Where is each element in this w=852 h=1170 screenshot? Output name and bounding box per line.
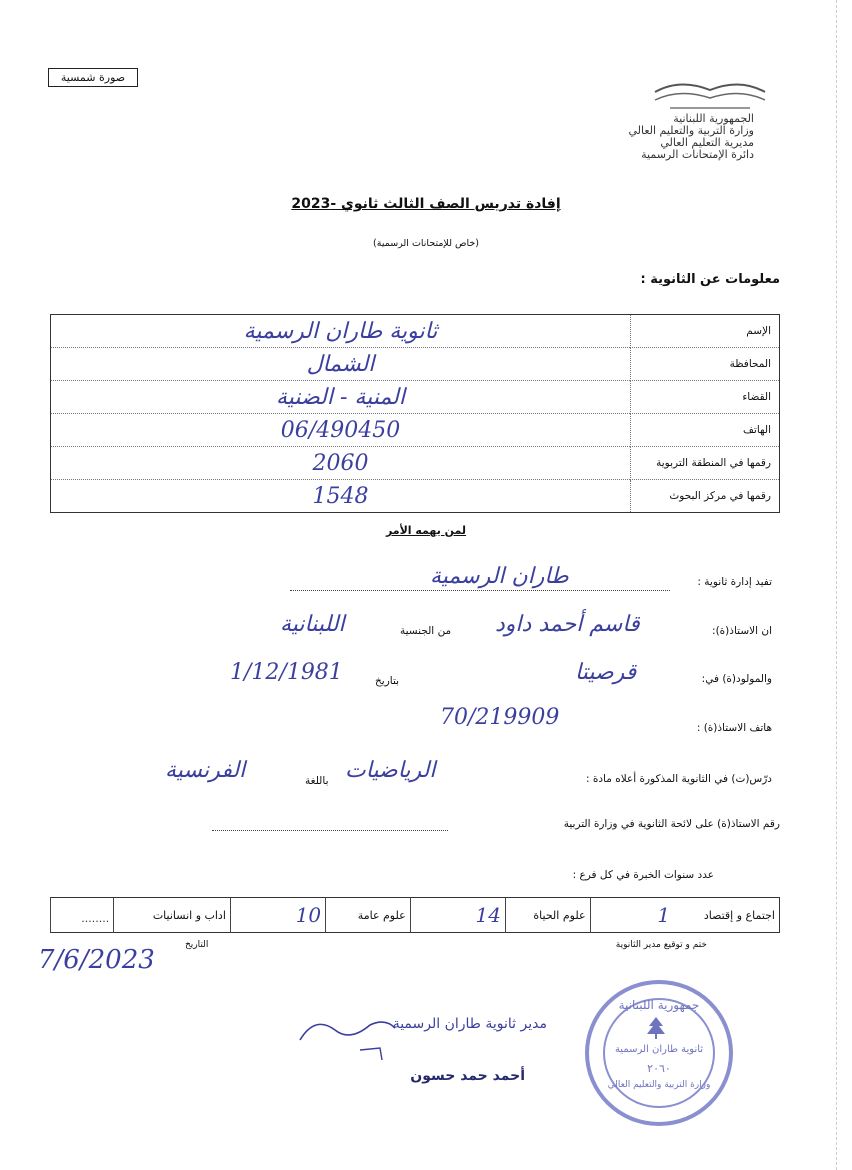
born-label: والمولود(ة) في: [701,673,772,685]
subject-value: الرياضيات [345,758,436,783]
research-number-value: 1548 [312,483,369,509]
department-line: دائرة الإمتحانات الرسمية [641,148,754,161]
director-signature-icon [290,1010,400,1070]
name-label: الإسم [631,315,780,348]
scan-edge [836,0,838,1170]
director-title: مدير ثانوية طاران الرسمية [392,1016,547,1032]
school-admin-dots [290,590,670,591]
page-subtitle: (خاص للإمتحانات الرسمية) [373,238,479,249]
signature-date-value: 7/6/2023 [38,945,155,975]
stamp-line: ٢٠٦٠ [647,1062,671,1075]
district-value: المنية - الضنية [51,381,631,414]
teacher-phone-label: هاتف الاستاذ(ة) : [696,722,772,734]
region-number-value: 2060 [51,447,631,480]
experience-branch-label: اجتماع و إقتصاد [703,908,775,922]
official-stamp [585,980,733,1126]
experience-branch-label: اداب و انسانيات [114,898,231,933]
teacher-value: قاسم أحمد داود [495,612,640,637]
phone-label: الهاتف [631,414,780,447]
table-row [51,348,780,381]
photo-placeholder: صورة شمسية [48,68,138,87]
language-label: باللغة [305,775,329,787]
stamp-signature-label: ختم و توقيع مدير الثانوية [615,940,707,950]
phone-value: 06/490450 [51,414,631,447]
research-number-label: رقمها في مركز البحوث [631,480,780,513]
experience-table [50,897,780,933]
ministry-number-label: رقم الاستاذ(ة) على لائحة الثانوية في وزارة التربية [563,818,780,830]
district-label: القضاء [631,381,780,414]
table-row [51,381,780,414]
nationality-value: اللبنانية [280,612,345,637]
experience-label: عدد سنوات الخبرة في كل فرع : [572,869,714,881]
school-admin-label: تفيد إدارة ثانوية : [697,576,772,588]
name-value: ثانوية طاران الرسمية [51,315,631,348]
page-title: إفادة تدريس الصف الثالث ثانوي -2023 [291,196,561,212]
ministry-number-dots [212,830,448,831]
experience-years-value: 10 [295,903,322,927]
table-row: اجتماع و إقتصاد 1 علوم الحياة 14 علوم عامة 10 اداب و انسانيات ........ [51,898,780,933]
region-number-label: رقمها في المنطقة التربوية [631,447,780,480]
stamp-line: ثانوية طاران الرسمية [614,1044,704,1055]
governorate-label: المحافظة [631,348,780,381]
director-name: أحمد حمد حسون [410,1068,525,1084]
ministry-book-icon [650,78,770,112]
table-row [51,414,780,447]
signature-date-label: التاريخ [185,940,209,950]
table-row [51,447,780,480]
directorate-line: مديرية التعليم العالي [660,136,754,149]
title-year: 2023 [291,196,331,212]
taught-label: درّس(ت) في الثانوية المذكورة أعلاه مادة : [585,773,772,785]
school-info-heading: معلومات عن الثانوية : [640,272,780,287]
experience-branch-label: علوم الحياة [505,898,590,933]
table-row [51,315,780,348]
school-admin-value: طاران الرسمية [430,564,569,589]
teacher-label: ان الاستاذ(ة): [712,625,772,637]
stamp-line: جمهورية اللبنانية [618,998,700,1012]
to-whom-heading: لمن يهمه الأمر [385,524,467,537]
stamp-line: وزارة التربية والتعليم العالي [607,1080,711,1090]
school-info-table [50,314,780,513]
teacher-phone-value: 70/219909 [440,705,560,730]
language-value: الفرنسية [165,758,246,783]
nationality-label: من الجنسية [400,625,452,637]
experience-branch-label: علوم عامة [326,898,411,933]
birth-date-value: 1/12/1981 [230,660,343,685]
republic-line: الجمهورية اللبنانية [673,112,754,125]
born-value: قرصيتا [575,660,637,685]
experience-years-value: 1 [657,903,671,927]
date-label: بتاريخ [375,675,400,687]
experience-years-value: 14 [475,903,501,927]
governorate-value: الشمال [51,348,631,381]
ministry-header [524,113,754,161]
ministry-line: وزارة التربية والتعليم العالي [628,124,754,137]
table-row [51,480,780,513]
cedar-icon [645,1016,667,1040]
